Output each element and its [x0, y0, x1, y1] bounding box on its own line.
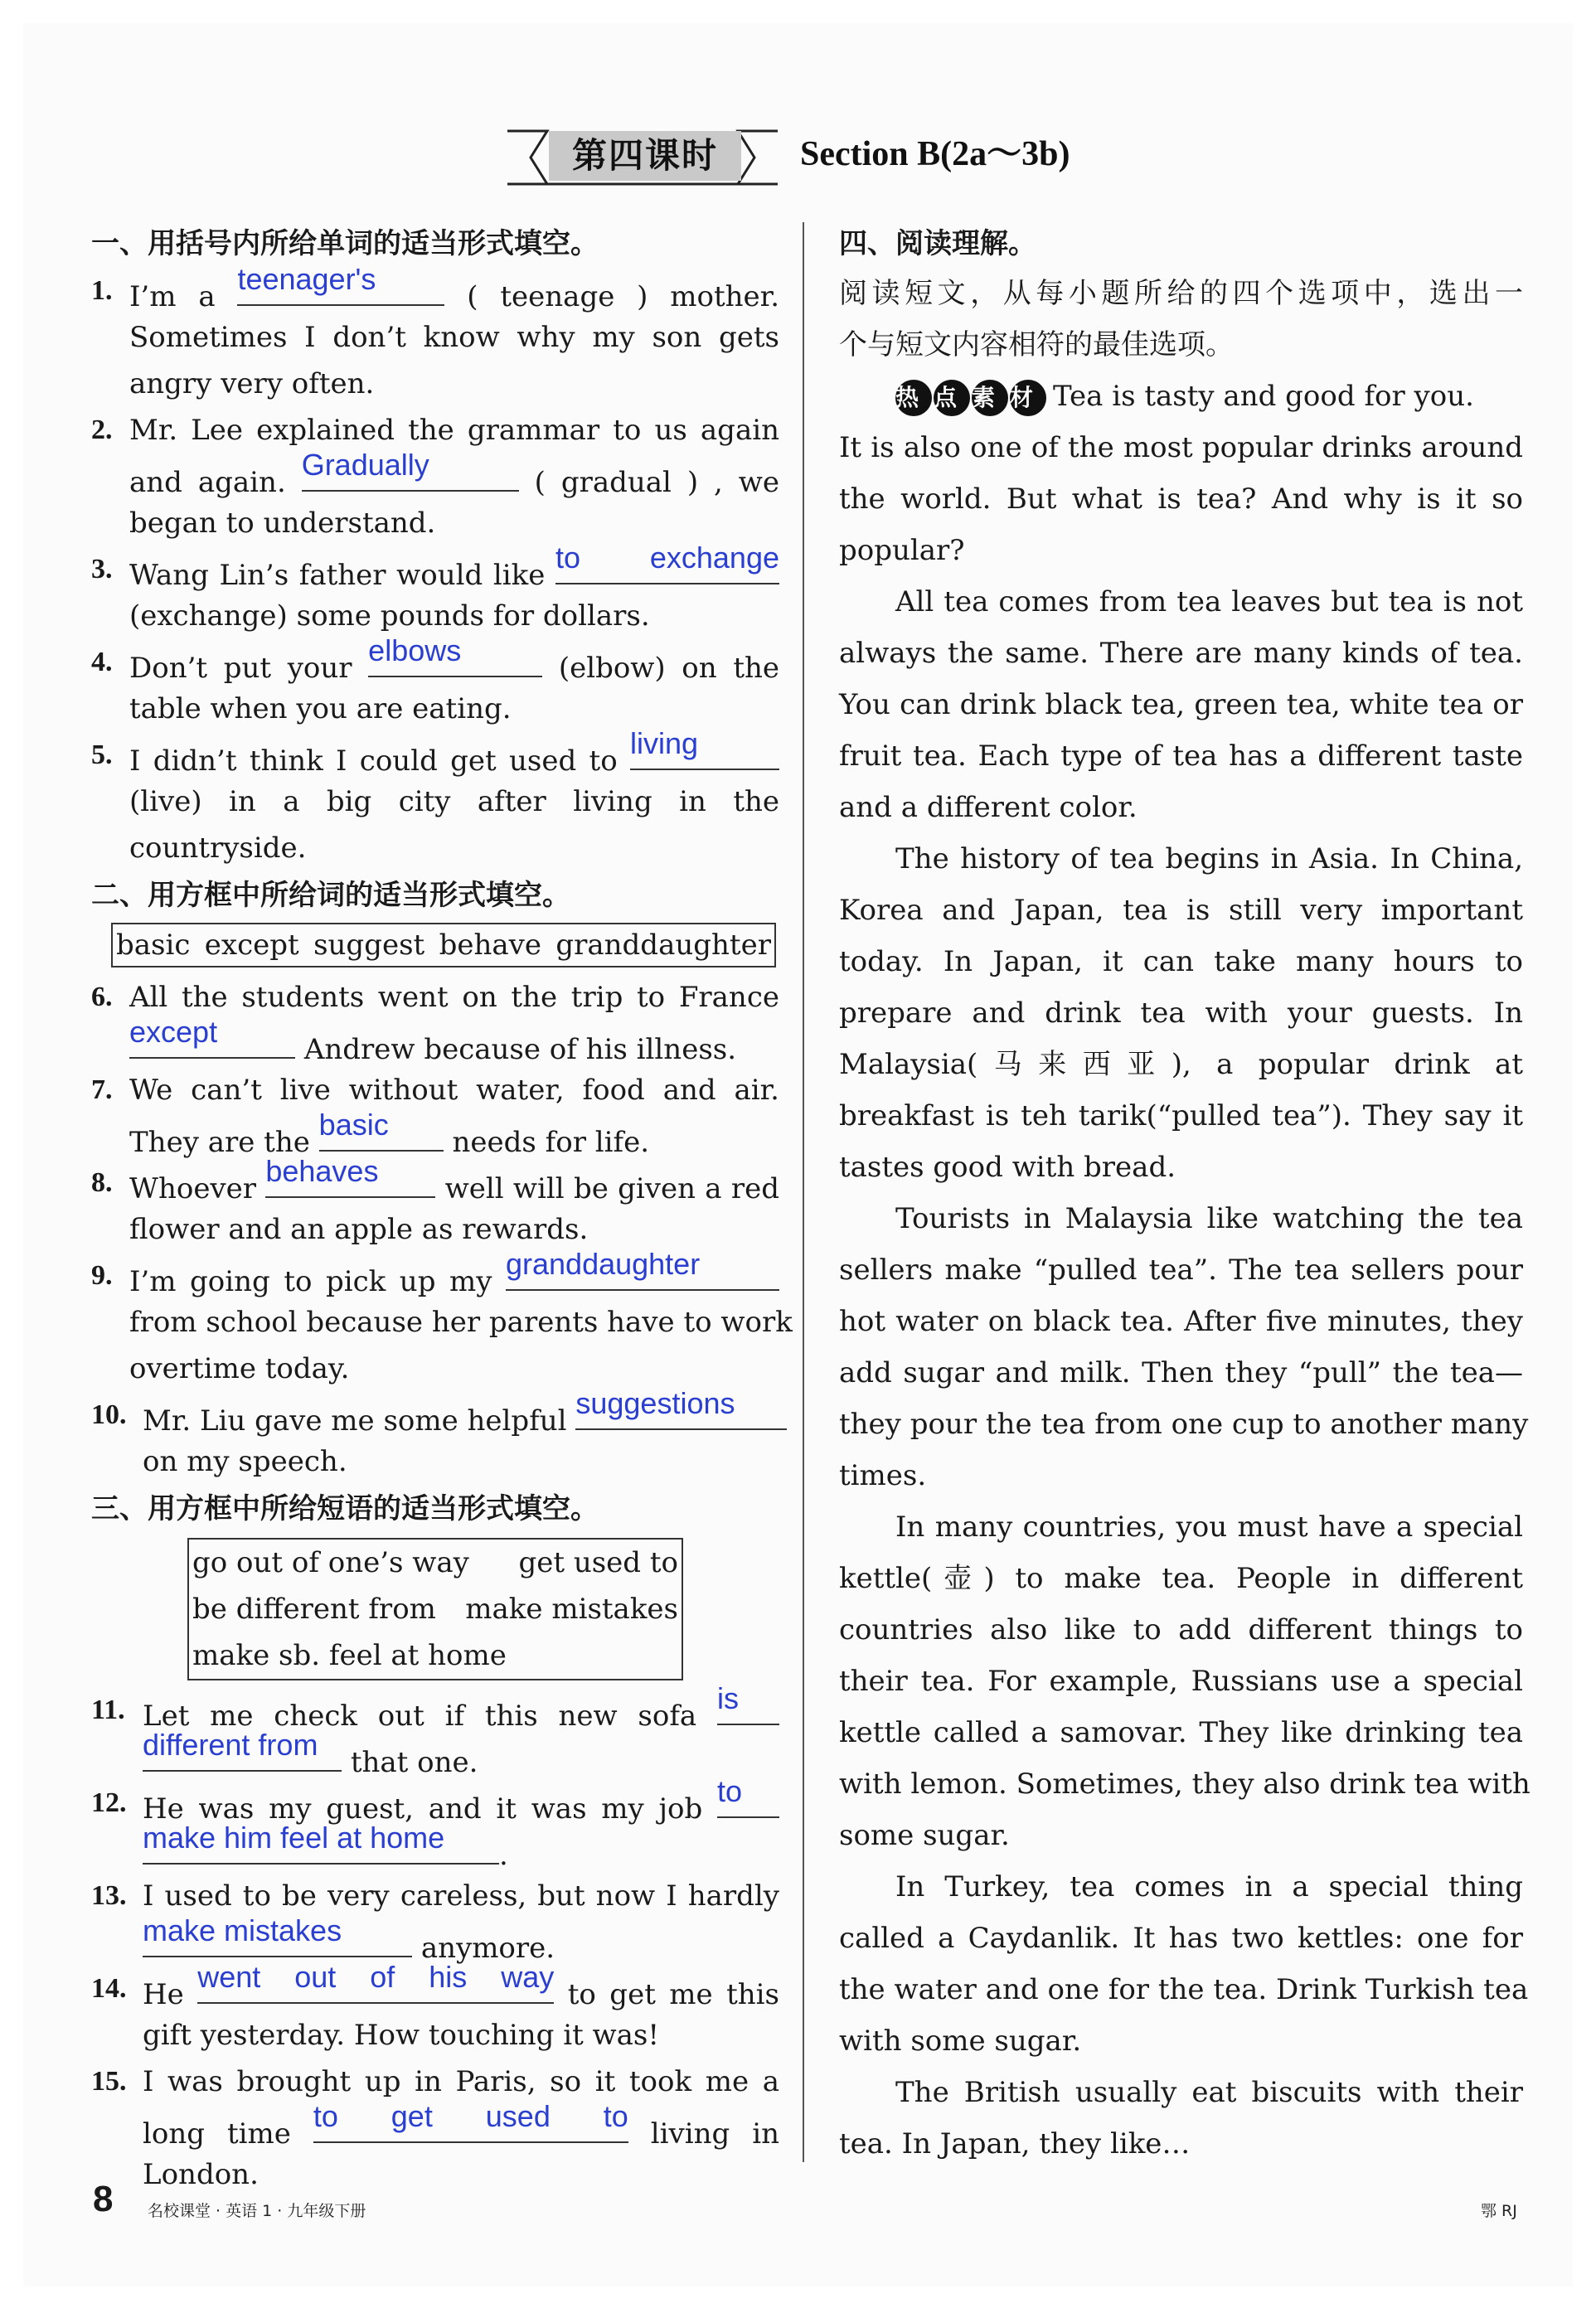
question-text: Andrew because of his illness. — [303, 1033, 737, 1066]
question-10 — [91, 1386, 779, 1485]
question-text: I’m going to pick up my — [129, 1265, 492, 1298]
part4-heading: 四、阅读理解。 — [839, 227, 1036, 260]
question-text: (exchange) some pounds for dollars. — [129, 599, 650, 633]
question-number: 3. — [91, 554, 113, 584]
passage-line: the water and one for the tea. Drink Turkish tea — [839, 1973, 1529, 2006]
answer-text: to exchange — [555, 541, 779, 575]
answer-text: to get used to — [313, 2099, 628, 2133]
passage-line: called a Caydanlik. It has two kettles: one for — [839, 1922, 1523, 1955]
question-text: on my speech. — [143, 1445, 347, 1478]
question-text: Don’t put your — [129, 652, 352, 685]
phrase-option: be different from — [192, 1593, 436, 1626]
question-text: . — [499, 1839, 508, 1872]
phrase-option: go out of one’s way — [192, 1546, 469, 1579]
word-option: granddaughter — [555, 929, 771, 962]
question-text: gift yesterday. How touching it was! — [143, 2019, 660, 2052]
answer-text: suggestions — [575, 1386, 735, 1420]
answer-blank[interactable] — [630, 726, 779, 770]
passage-line: add sugar and milk. Then they “pull” the tea— — [839, 1356, 1523, 1389]
passage-line: popular? — [839, 534, 965, 567]
passage-line: Tea is tasty and good for you. — [1053, 380, 1474, 413]
passage-line: All tea comes from tea leaves but tea is not — [895, 585, 1523, 618]
word-option: suggest — [313, 929, 425, 962]
question-12 — [91, 1774, 779, 1873]
question-text: countryside. — [129, 832, 307, 865]
edition-label: 鄂 RJ — [1481, 2202, 1517, 2220]
lesson-header — [0, 116, 1596, 199]
part1-heading: 一、用括号内所给单词的适当形式填空。 — [91, 227, 599, 260]
question-text: ( gradual ) , we — [534, 466, 780, 499]
passage-line: today. In Japan, it can take many hours to — [839, 945, 1523, 978]
passage-line: Korea and Japan, tea is still very important — [839, 894, 1523, 927]
passage-line: with some sugar. — [839, 2025, 1082, 2058]
question-text: table when you are eating. — [129, 692, 512, 725]
passage-line: In many countries, you must have a special — [895, 1511, 1523, 1544]
question-number: 5. — [91, 740, 113, 770]
section-title: Section B(2a～3b) — [800, 135, 1070, 173]
lesson-title: 第四课时 — [549, 131, 741, 181]
question-4 — [91, 633, 779, 732]
right-column — [839, 220, 1531, 2170]
passage-paragraph-5 — [839, 1501, 1531, 1861]
passage-line: tastes good with bread. — [839, 1151, 1176, 1184]
answer-text: to — [716, 1774, 743, 1808]
answer-text: behaves — [265, 1154, 379, 1188]
question-text: I didn’t think I could get used to — [129, 744, 618, 778]
passage-line: prepare and drink tea with your guests. In — [839, 997, 1523, 1030]
question-text: ( teenage ) mother. — [467, 280, 779, 313]
answer-blank[interactable] — [555, 541, 779, 584]
passage-line: some sugar. — [839, 1819, 1010, 1852]
column-divider — [803, 222, 804, 2162]
book-title: 名校课堂 · 英语 1 · 九年级下册 — [148, 2202, 366, 2220]
passage-paragraph-1 — [839, 371, 1523, 576]
word-option: except — [204, 929, 299, 962]
answer-text: granddaughter — [506, 1247, 701, 1281]
answer-text: different from — [143, 1728, 318, 1762]
part3-heading: 三、用方框中所给短语的适当形式填空。 — [91, 1492, 599, 1525]
hot-topic-badge — [895, 380, 1046, 416]
question-text: He — [143, 1978, 184, 2011]
question-text: began to understand. — [129, 507, 436, 540]
answer-text: elbows — [368, 633, 462, 667]
answer-text: is — [717, 1681, 739, 1715]
badge-char: 点 — [934, 380, 970, 416]
question-14 — [91, 1960, 780, 2059]
question-text: Wang Lin’s father would like — [129, 559, 546, 592]
answer-blank[interactable] — [575, 1386, 787, 1430]
question-1 — [91, 262, 779, 407]
question-8 — [91, 1154, 780, 1253]
passage-line: The history of tea begins in Asia. In China, — [895, 842, 1523, 875]
page-number: 8 — [93, 2179, 114, 2219]
answer-text: Gradually — [301, 448, 429, 482]
question-text: that one. — [350, 1746, 478, 1779]
question-number: 13. — [91, 1880, 127, 1911]
lesson-banner — [506, 124, 779, 191]
question-number: 10. — [91, 1399, 127, 1430]
answer-blank[interactable] — [143, 1728, 342, 1772]
word-box — [111, 923, 776, 967]
passage-line: sellers make “pulled tea”. The tea sellers pour — [839, 1254, 1523, 1287]
question-text: anymore. — [420, 1932, 555, 1965]
answer-blank[interactable] — [313, 2099, 628, 2143]
question-text: I used to be very careless, but now I hardly — [143, 1879, 779, 1913]
question-text: Let me check out if this new sofa — [143, 1700, 697, 1733]
question-text: Mr. Liu gave me some helpful — [143, 1404, 567, 1438]
question-text: London. — [143, 2158, 259, 2191]
reading-instruction: 个与短文内容相符的最佳选项。 — [839, 328, 1234, 361]
answer-blank[interactable] — [143, 1913, 412, 1957]
answer-blank[interactable] — [197, 1960, 555, 2004]
question-text: angry very often. — [129, 367, 375, 400]
passage-paragraph-4 — [839, 1193, 1529, 1501]
answer-blank[interactable] — [506, 1247, 779, 1291]
part2-heading: 二、用方框中所给词的适当形式填空。 — [91, 879, 570, 912]
question-6 — [91, 974, 779, 1067]
passage-line: kettle(壶) to make tea. People in different — [839, 1562, 1523, 1595]
passage-line: The British usually eat biscuits with their — [895, 2076, 1523, 2109]
question-text: I’m a — [129, 280, 216, 313]
answer-blank[interactable] — [237, 262, 444, 306]
answer-text: make mistakes — [143, 1913, 342, 1947]
passage-line: with lemon. Sometimes, they also drink tea with — [839, 1768, 1531, 1801]
question-text: (live) in a big city after living in the — [129, 785, 779, 818]
passage-line: It is also one of the most popular drinks around — [839, 431, 1523, 464]
answer-blank[interactable] — [717, 1681, 779, 1725]
passage-line: breakfast is teh tarik(“pulled tea”). They say it — [839, 1099, 1523, 1132]
passage-paragraph-2 — [839, 576, 1523, 833]
question-text: living in — [650, 2117, 779, 2151]
passage-line: their tea. For example, Russians use a special — [839, 1665, 1523, 1698]
question-text: I was brought up in Paris, so it took me a — [143, 2065, 779, 2098]
question-text: from school because her parents have to work — [129, 1306, 793, 1339]
question-text: (elbow) on the — [558, 652, 779, 685]
question-text: overtime today. — [129, 1352, 350, 1385]
passage-line: Tourists in Malaysia like watching the tea — [895, 1202, 1523, 1235]
question-text: long time — [143, 2117, 291, 2151]
passage-line: the world. But what is tea? And why is it so — [839, 483, 1523, 516]
answer-blank[interactable] — [143, 1821, 499, 1865]
question-7 — [91, 1067, 779, 1160]
phrase-option: make sb. feel at home — [192, 1639, 507, 1672]
question-text: He was my guest, and it was my job — [143, 1792, 703, 1826]
question-text: Whoever — [129, 1172, 257, 1205]
question-text: All the students went on the trip to France — [129, 981, 779, 1014]
passage-line: they pour the tea from one cup to another many — [839, 1408, 1529, 1441]
badge-char: 素 — [972, 380, 1008, 416]
passage-line: always the same. There are many kinds of tea. — [839, 637, 1523, 670]
passage-paragraph-7 — [839, 2067, 1523, 2170]
answer-text: living — [630, 726, 699, 760]
question-number: 15. — [91, 2066, 127, 2097]
question-text: and again. — [129, 466, 286, 499]
answer-text: basic — [318, 1108, 389, 1142]
question-9 — [91, 1247, 793, 1392]
question-13 — [91, 1873, 779, 1966]
phrase-option: make mistakes — [465, 1593, 678, 1626]
question-number: 7. — [91, 1074, 113, 1105]
question-number: 9. — [91, 1260, 113, 1291]
question-text: needs for life. — [452, 1126, 650, 1159]
question-text: well will be given a red — [444, 1172, 780, 1205]
question-text: to get me this — [567, 1978, 780, 2011]
question-number: 4. — [91, 647, 113, 677]
word-option: basic — [116, 929, 191, 962]
question-number: 11. — [91, 1695, 125, 1725]
passage-paragraph-6 — [839, 1861, 1529, 2067]
answer-text: teenager's — [237, 262, 376, 296]
question-2 — [91, 407, 779, 546]
question-number: 12. — [91, 1787, 127, 1818]
passage-line: tea. In Japan, they like… — [839, 2127, 1191, 2160]
question-15 — [91, 2059, 779, 2198]
passage-line: Malaysia(马来西亚), a popular drink at — [839, 1048, 1523, 1081]
question-text: We can’t live without water, food and air. — [129, 1074, 779, 1107]
question-3 — [91, 541, 779, 639]
answer-blank[interactable] — [318, 1108, 444, 1152]
question-5 — [91, 726, 779, 871]
answer-text: except — [129, 1015, 218, 1049]
passage-line: and a different color. — [839, 791, 1138, 824]
answer-text: make him feel at home — [143, 1821, 445, 1855]
passage-paragraph-3 — [839, 833, 1523, 1193]
phrase-option: get used to — [518, 1546, 678, 1579]
question-text: Mr. Lee explained the grammar to us again — [129, 414, 779, 447]
question-number: 8. — [91, 1167, 113, 1198]
answer-blank[interactable] — [301, 448, 519, 492]
answer-blank[interactable] — [129, 1015, 295, 1059]
badge-char: 材 — [1010, 380, 1046, 416]
word-option: behave — [439, 929, 541, 962]
answer-blank[interactable] — [716, 1774, 779, 1818]
answer-blank[interactable] — [265, 1154, 435, 1198]
reading-instruction: 阅读短文，从每小题所给的四个选项中，选出一 — [839, 277, 1523, 310]
badge-char: 热 — [895, 380, 932, 416]
question-11 — [91, 1681, 779, 1780]
passage-line: In Turkey, tea comes in a special thing — [895, 1870, 1523, 1903]
passage-line: kettle called a samovar. They like drinking tea — [839, 1716, 1523, 1749]
question-number: 6. — [91, 982, 113, 1012]
answer-text: went out of his way — [197, 1960, 555, 1994]
question-number: 1. — [91, 275, 113, 306]
passage-line: fruit tea. Each type of tea has a different taste — [839, 740, 1523, 773]
passage-line: countries also like to add different things to — [839, 1613, 1523, 1646]
passage-line: hot water on black tea. After five minutes, they — [839, 1305, 1523, 1338]
question-text: flower and an apple as rewards. — [129, 1213, 589, 1246]
passage-line: You can drink black tea, green tea, white tea or — [839, 688, 1523, 721]
phrase-box — [187, 1538, 683, 1680]
question-number: 2. — [91, 415, 113, 445]
passage-line: times. — [839, 1459, 927, 1492]
question-number: 14. — [91, 1973, 127, 2004]
left-column — [91, 220, 793, 2198]
question-text: Sometimes I don’t know why my son gets — [129, 321, 779, 354]
answer-blank[interactable] — [368, 633, 542, 677]
question-text: They are the — [129, 1126, 310, 1159]
